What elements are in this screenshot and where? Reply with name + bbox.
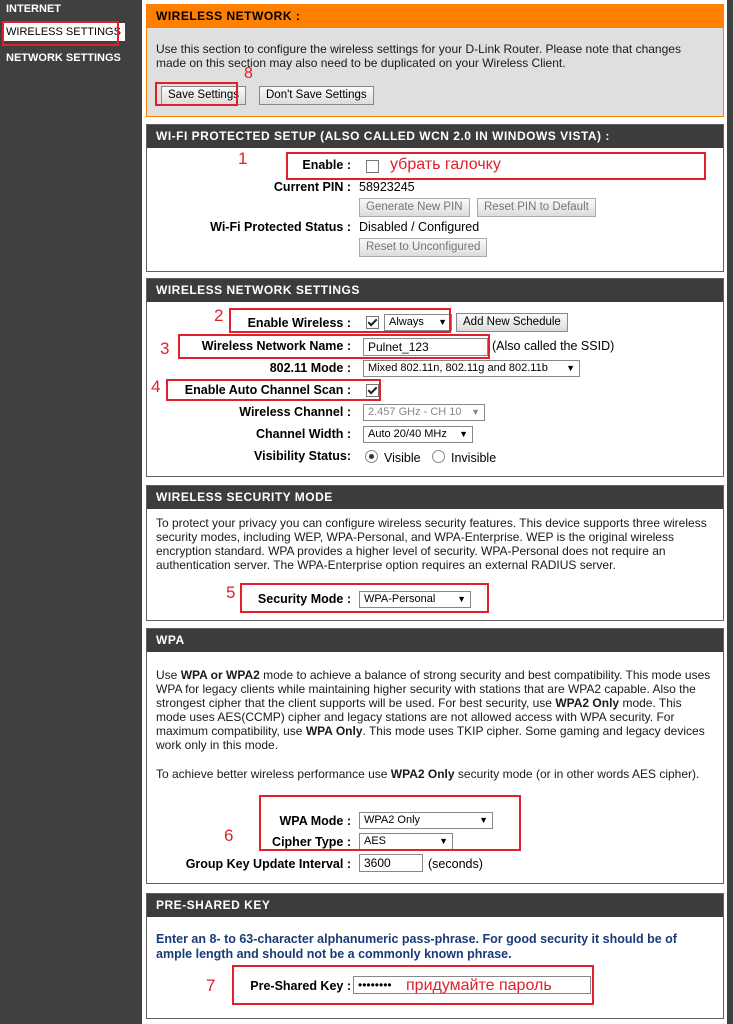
- mode-80211-label: 802.11 Mode :: [269, 361, 351, 375]
- bold-text: WPA or WPA2: [180, 668, 260, 682]
- section-title: WIRELESS NETWORK SETTINGS: [147, 279, 723, 302]
- reset-pin-button[interactable]: Reset PIN to Default: [477, 198, 596, 217]
- auto-channel-label: Enable Auto Channel Scan :: [184, 383, 351, 397]
- annotation-number-8: 8: [244, 65, 253, 82]
- section-title: WI-FI PROTECTED SETUP (ALSO CALLED WCN 2.0 IN WINDOWS VISTA) :: [147, 125, 723, 148]
- mode-80211-value: Mixed 802.11n, 802.11g and 802.11b: [368, 362, 548, 374]
- current-pin-value: 58923245: [359, 180, 415, 194]
- enable-wireless-label: Enable Wireless :: [247, 316, 351, 330]
- wpa-description-2: [156, 767, 712, 781]
- reset-unconfigured-button[interactable]: Reset to Unconfigured: [359, 238, 487, 257]
- annotation-number-5: 5: [226, 583, 236, 602]
- annotation-number-7: 7: [206, 976, 216, 995]
- annotation-box-enable-wireless: [229, 308, 451, 333]
- invisible-radio[interactable]: [432, 450, 445, 463]
- annotation-number-1: 1: [238, 149, 248, 168]
- security-mode-label: Security Mode :: [257, 592, 351, 606]
- wireless-channel-select[interactable]: [363, 404, 485, 421]
- sidebar-item-network-settings[interactable]: NETWORK SETTINGS: [6, 52, 121, 64]
- text: mode. This mode uses AES(CCMP) cipher and legacy stations are not allowed access with WPA security. For maximum compatibility, use: [156, 696, 682, 738]
- gkui-label: Group Key Update Interval :: [185, 857, 351, 871]
- bold-text: WPA2 Only: [390, 767, 455, 781]
- bold-text: WPA Only: [305, 724, 363, 738]
- mode-80211-select[interactable]: [363, 360, 580, 377]
- annotation-number-2: 2: [214, 306, 224, 325]
- wpa-description-2-text: [156, 767, 699, 781]
- annotation-box-save: [155, 82, 238, 106]
- section-title: WIRELESS NETWORK :: [147, 5, 723, 28]
- wps-enable-label: Enable :: [302, 158, 351, 172]
- annotation-note-uncheck: убрать галочку: [390, 156, 501, 173]
- chevron-down-icon: ▼: [471, 407, 480, 417]
- section-title: WPA: [147, 629, 723, 652]
- gkui-input[interactable]: 3600: [359, 854, 423, 872]
- text: security mode (or in other words AES cipher).: [454, 767, 700, 781]
- channel-width-value: Auto 20/40 MHz: [368, 428, 447, 440]
- section-title: WIRELESS SECURITY MODE: [147, 486, 723, 509]
- invisible-label: Invisible: [451, 451, 497, 465]
- generate-pin-button[interactable]: Generate New PIN: [359, 198, 470, 217]
- channel-width-select[interactable]: [363, 426, 473, 443]
- sidebar: [0, 0, 138, 1024]
- annotation-number-4: 4: [151, 377, 161, 396]
- section-description: Use this section to configure the wireless settings for your D-Link Router. Please note that changes made on this section may also need to be duplicated on your Wireless Client.: [156, 42, 681, 70]
- psk-description: Enter an 8- to 63-character alphanumeric pass-phrase. For good security it should be of ample length and should not be a commonly known phrase.: [156, 932, 677, 961]
- security-mode-value: WPA-Personal: [364, 593, 436, 605]
- text: Use: [156, 668, 181, 682]
- psk-input[interactable]: ••••••••: [353, 976, 591, 994]
- save-settings-button[interactable]: Save Settings: [161, 86, 246, 105]
- cipher-type-value: AES: [364, 835, 387, 847]
- sidebar-item-internet[interactable]: INTERNET: [6, 3, 61, 15]
- annotation-box-network-name: [178, 334, 490, 359]
- chevron-down-icon: ▼: [439, 836, 448, 846]
- wpa-description: [156, 668, 712, 752]
- bold-text: WPA2 Only: [555, 696, 620, 710]
- text: mode to achieve a balance of strong security and best compatibility. This mode uses WPA for legacy clients while maintaining higher security with stations that are WPA2 capable. Also the strongest cipher that the client supports will be used. For best security, use: [156, 668, 711, 710]
- annotation-number-3: 3: [160, 339, 170, 358]
- schedule-value: Always: [389, 316, 424, 328]
- main-content: [142, 0, 727, 1024]
- visibility-label: Visibility Status:: [253, 449, 351, 463]
- annotation-box-security-mode: [240, 583, 489, 613]
- text: . This mode uses TKIP cipher. Some gaming and legacy devices work only in this mode.: [156, 724, 705, 752]
- chevron-down-icon: ▼: [479, 815, 488, 825]
- wps-status-value: Disabled / Configured: [359, 220, 480, 234]
- wpa-mode-value: WPA2 Only: [364, 814, 421, 826]
- channel-width-label: Channel Width :: [255, 427, 351, 441]
- wireless-channel-value: 2.457 GHz - CH 10: [368, 406, 462, 418]
- dont-save-settings-button[interactable]: Don't Save Settings: [259, 86, 374, 105]
- current-pin-label: Current PIN :: [273, 180, 351, 194]
- ssid-note: (Also called the SSID): [492, 339, 615, 353]
- text: To achieve better wireless performance use: [156, 767, 391, 781]
- annotation-box-sidebar: [2, 21, 119, 46]
- annotation-note-password: придумайте пароль: [406, 977, 552, 994]
- chevron-down-icon: ▼: [459, 429, 468, 439]
- section-title: PRE-SHARED KEY: [147, 894, 723, 917]
- add-schedule-button[interactable]: Add New Schedule: [456, 313, 568, 332]
- cipher-type-label: Cipher Type :: [272, 835, 351, 849]
- psk-label: Pre-Shared Key :: [250, 979, 351, 993]
- annotation-box-auto-channel: [166, 379, 381, 401]
- security-description: To protect your privacy you can configure wireless security features. This device supports three wireless security modes, including WEP, WPA-Personal, and WPA-Enterprise. WEP is the original wireless encryption standard. WPA provides a higher level of security. WPA-Personal does not require an authentication server. The WPA-Enterprise option requires an external RADIUS server.: [156, 516, 707, 572]
- visible-radio[interactable]: [365, 450, 378, 463]
- chevron-down-icon: ▼: [566, 363, 575, 373]
- chevron-down-icon: ▼: [457, 594, 466, 604]
- wpa-description-text: [156, 668, 710, 752]
- gkui-unit: (seconds): [428, 857, 483, 871]
- sidebar-item-wireless-settings[interactable]: WIRELESS SETTINGS: [2, 23, 125, 41]
- chevron-down-icon: ▼: [438, 317, 447, 327]
- annotation-number-6: 6: [224, 826, 234, 845]
- annotation-box-wpa-mode: [259, 795, 521, 851]
- visible-label: Visible: [384, 451, 421, 465]
- wps-section: [146, 124, 724, 272]
- network-name-label: Wireless Network Name :: [201, 339, 351, 353]
- wps-status-label: Wi-Fi Protected Status :: [210, 220, 351, 234]
- wireless-channel-label: Wireless Channel :: [239, 405, 351, 419]
- wpa-mode-label: WPA Mode :: [279, 814, 351, 828]
- network-name-input[interactable]: Pulnet_123: [363, 338, 488, 356]
